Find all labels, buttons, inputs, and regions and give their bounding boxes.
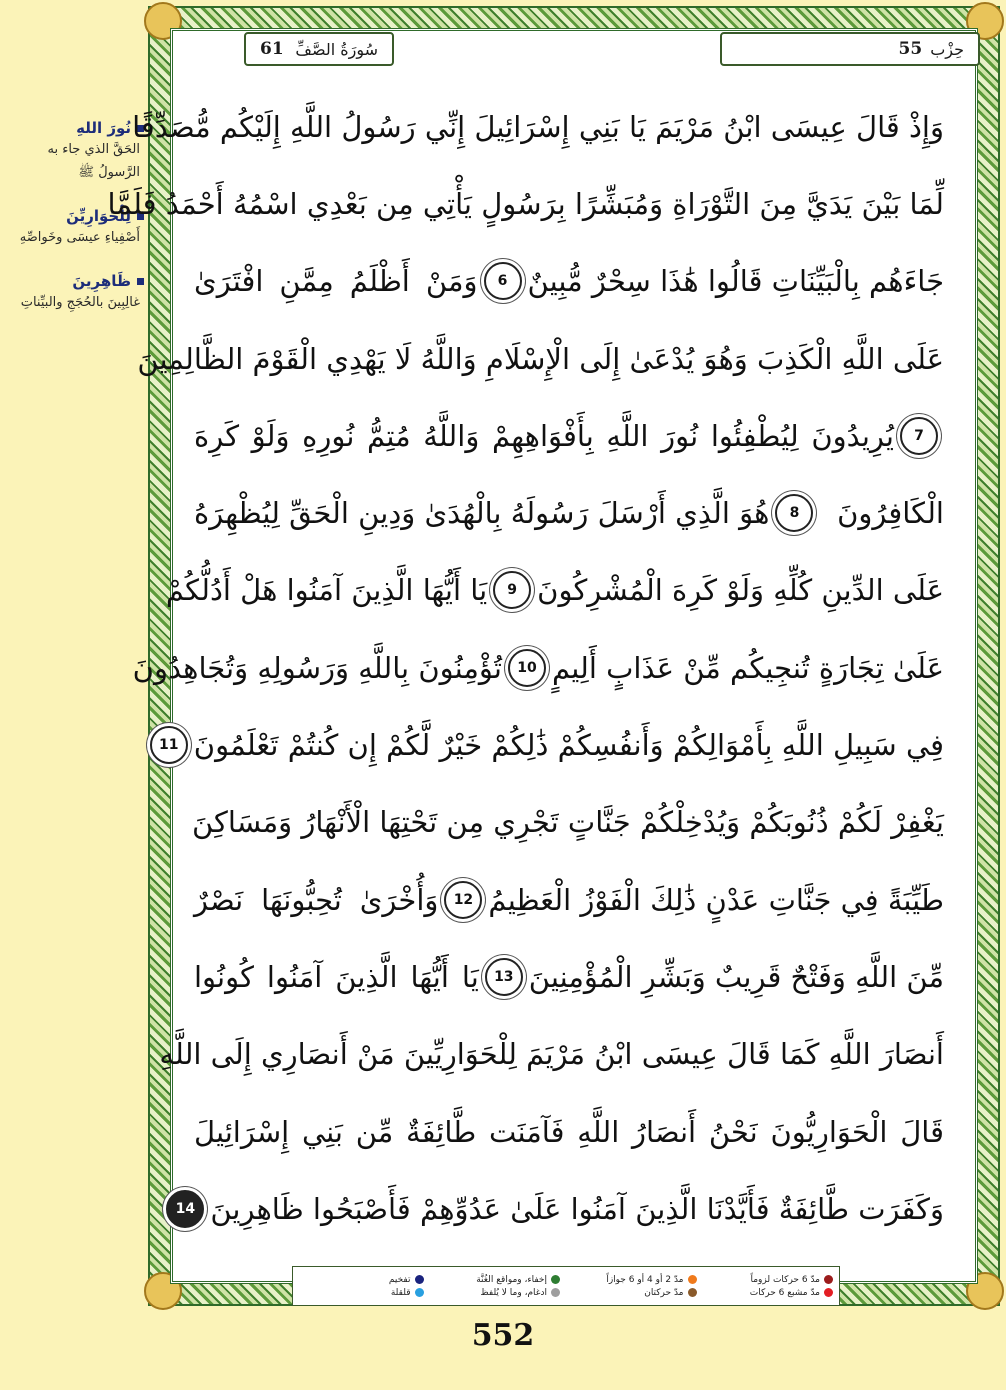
verse-text: يُرِيدُونَ لِيُطْفِئُوا نُورَ اللَّهِ بِأَفْوَاهِهِمْ وَاللَّهُ مُتِمُّ نُورِهِ وَلَوْ كَرِهَ [194,418,894,453]
sura-name: سُورَةُ الصَّفِّ [295,39,378,59]
margin-glossary [6,118,144,336]
verse-line [132,629,944,706]
legend-label: مدّ مشبع 6 حركات [749,1287,820,1298]
legend-item [572,1288,697,1298]
glossary-term: ظَاهِرِينَ [72,272,131,290]
legend-item [572,1275,697,1285]
sura-number: 61 [260,39,284,59]
ayah-number-marker: 13 [485,958,523,996]
verse-line [107,165,944,242]
verse-line [191,784,944,861]
hizb-number: 55 [898,39,923,59]
ayah-number-marker: 9 [493,571,531,609]
verse-text: يَا أَيُّهَا الَّذِينَ آمَنُوا كُونُوا [194,959,479,994]
verse-text: وَإِذْ قَالَ عِيسَى ابْنُ مَرْيَمَ يَا بَنِي إِسْرَائِيلَ إِنِّي رَسُولُ اللَّهِ إِلَيْكُم مُّصَدِّقًا [132,109,944,144]
verse-text: الْكَافِرُونَ [837,496,944,531]
verse-text: يَغْفِرْ لَكُمْ ذُنُوبَكُمْ وَيُدْخِلْكُمْ جَنَّاتٍ تَجْرِي مِن تَحْتِهَا الْأَنْهَارُ وَمَسَاكِنَ [191,805,944,840]
color-dot-icon [551,1275,560,1284]
legend-column [703,1267,840,1305]
ayah-number-marker: 8 [775,494,813,532]
verse-text: طَيِّبَةً فِي جَنَّاتِ عَدْنٍ ذَٰلِكَ الْفَوْزُ الْعَظِيمُ [488,882,944,917]
verse-line [194,243,944,320]
verse-line [194,474,944,551]
legend-label: مدّ 2 أو 4 أو 6 جوازاً [606,1274,684,1285]
ayah-number-marker: 6 [484,262,522,300]
verse-text: وَكَفَرَت طَّائِفَةٌ فَأَيَّدْنَا الَّذِينَ آمَنُوا عَلَىٰ عَدُوِّهِمْ فَأَصْبَحُوا ظَاهِرِينَ [210,1191,944,1226]
legend-item [709,1288,834,1298]
verse-text: عَلَىٰ تِجَارَةٍ تُنجِيكُم مِّنْ عَذَابٍ أَلِيمٍ [551,650,944,685]
verse-text: مِّنَ اللَّهِ وَفَتْحٌ قَرِيبٌ وَبَشِّرِ الْمُؤْمِنِينَ [528,959,944,994]
legend-column [566,1267,703,1305]
hizb-header [720,32,980,66]
color-dot-icon [688,1275,697,1284]
verse-line [194,861,944,938]
color-dot-icon [824,1275,833,1284]
verse-text: هُوَ الَّذِي أَرْسَلَ رَسُولَهُ بِالْهُدَىٰ وَدِينِ الْحَقِّ لِيُظْهِرَهُ [194,496,770,531]
verse-text: لِّمَا بَيْنَ يَدَيَّ مِنَ التَّوْرَاةِ وَمُبَشِّرًا بِرَسُولٍ يَأْتِي مِن بَعْدِي اسْمُهُ أَحْمَدُ فَلَمَّا [107,186,944,221]
verse-text-block [107,88,944,1248]
legend-item [709,1275,834,1285]
legend-label: ادغام، وما لا يُلفظ [480,1287,547,1298]
legend-label: تفخيم [388,1274,411,1285]
verse-text: يَا أَيُّهَا الَّذِينَ آمَنُوا هَلْ أَدُلُّكُمْ [165,573,488,608]
verse-line [194,1093,944,1170]
ayah-number-marker: 14 [166,1190,204,1228]
hizb-label: حِزْب [930,39,964,59]
color-dot-icon [688,1288,697,1297]
verse-text: عَلَى الدِّينِ كُلِّهِ وَلَوْ كَرِهَ الْمُشْرِكُونَ [537,573,944,608]
bullet-icon [137,278,144,285]
tajweed-legend [292,1266,840,1306]
ayah-number-marker: 10 [508,649,546,687]
color-dot-icon [551,1288,560,1297]
verse-text: تُؤْمِنُونَ بِاللَّهِ وَرَسُولِهِ وَتُجَاهِدُونَ [132,650,502,685]
glossary-definition: أَصْفِياءِ عيسَى وخَواصِّهِ [19,230,140,245]
verse-line [194,938,944,1015]
legend-label: إخفاء، ومواقع الغُنَّة [476,1274,547,1285]
color-dot-icon [824,1288,833,1297]
legend-column [293,1267,430,1305]
page-number: 552 [471,1318,535,1353]
verse-text: قَالَ الْحَوَارِيُّونَ نَحْنُ أَنصَارُ اللَّهِ فَآمَنَت طَّائِفَةٌ مِّن بَنِي إِسْرَائِيلَ [194,1114,944,1149]
ayah-number-marker: 7 [900,417,938,455]
verse-line [137,320,944,397]
legend-column [430,1267,567,1305]
glossary-definition: الحَقَّ الذي جاء به الرَّسولُ ﷺ [47,142,140,180]
ayah-number-marker: 11 [150,726,188,764]
glossary-definition: غالِبِينَ بالحُجَجِ والبيِّناتِ [20,295,140,310]
verse-text: وَمَنْ أَظْلَمُ مِمَّنِ افْتَرَىٰ [194,264,478,299]
verse-text: فِي سَبِيلِ اللَّهِ بِأَمْوَالِكُمْ وَأَنفُسِكُمْ ذَٰلِكُمْ خَيْرٌ لَّكُمْ إِن كُنتُمْ تَعْلَمُونَ [193,728,944,763]
legend-label: مدّ 6 حركات لزوماً [750,1274,820,1285]
verse-line [159,706,944,783]
verse-line [159,1016,944,1093]
verse-line [165,552,944,629]
verse-text: جَاءَهُم بِالْبَيِّنَاتِ قَالُوا هَٰذَا سِحْرٌ مُّبِينٌ [527,264,944,299]
verse-line [132,88,944,165]
verse-text: أَنصَارَ اللَّهِ كَمَا قَالَ عِيسَى ابْنُ مَرْيَمَ لِلْحَوَارِيِّينَ مَنْ أَنصَارِي إِلَى اللَّهِ [159,1037,944,1072]
legend-item [436,1288,561,1298]
glossary-term: لِلْحَوَارِيِّنَ [66,207,131,225]
legend-item [299,1275,424,1285]
legend-item [299,1288,424,1298]
verse-text: وَأُخْرَىٰ تُحِبُّونَهَا نَصْرٌ [194,882,439,917]
ayah-number-marker: 12 [444,881,482,919]
glossary-term: نُورَ اللهِ [76,119,131,137]
glossary-entry [6,271,144,314]
legend-label: مدّ حركتان [644,1287,684,1298]
legend-label: قلقلة [390,1287,411,1298]
verse-line [175,1170,944,1247]
legend-item [436,1275,561,1285]
sura-header [244,32,394,66]
color-dot-icon [415,1275,424,1284]
glossary-entry [6,118,144,184]
color-dot-icon [415,1288,424,1297]
verse-line [194,397,944,474]
verse-text: عَلَى اللَّهِ الْكَذِبَ وَهُوَ يُدْعَىٰ إِلَى الْإِسْلَامِ وَاللَّهُ لَا يَهْدِي الْقَوْمَ الظَّالِمِينَ [137,341,944,376]
